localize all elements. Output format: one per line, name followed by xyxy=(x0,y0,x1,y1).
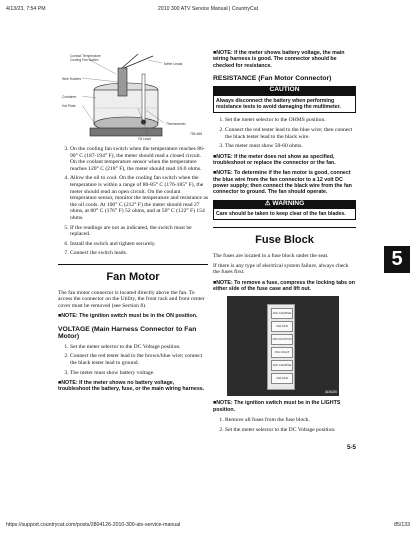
note-battery-voltage: ■NOTE: If the meter shows battery voltage, the main wiring harness is good. The connector should be checked for resistance. xyxy=(213,50,345,69)
print-url: https://support.countrycat.com/posts/2804126-2010-300-atv-service-manual xyxy=(6,522,181,528)
fuse-location-text: The fuses are located in a fuse block under the seat. xyxy=(213,253,329,260)
print-page-count: 85/133 xyxy=(394,522,410,528)
fuse-block-section-header xyxy=(213,227,356,247)
note-no-battery-voltage: ■NOTE: If the meter shows no battery voltage, troubleshoot the battery, fuse, or the main wiring harness. xyxy=(58,380,205,393)
note-ignition-lights: ■NOTE: The ignition switch must be in the LIGHTS position. xyxy=(213,400,341,413)
fuse-slot: 15A IGNITION xyxy=(271,334,293,345)
note-remove-fuse: ■NOTE: To remove a fuse, compress the locking tabs on either side of the fuse case and lift out. xyxy=(213,279,356,293)
list-item: 6. Install the switch and tighten securely. xyxy=(70,241,208,248)
fan-motor-intro: The fan motor connector is located directly above the fan. To access the connector on the Utility, the front rack and front center cover must be removed (see Section 8). xyxy=(58,289,205,309)
fan-switch-test-figure xyxy=(58,50,208,142)
list-item: 1. Remove all fuses from the fuse block. xyxy=(225,417,356,424)
voltage-steps xyxy=(58,344,208,376)
print-header xyxy=(6,6,410,14)
caution-text: Always disconnect the battery when performing resistance tests to avoid damaging the multimeter. xyxy=(213,95,356,113)
figure-label-oil: Oil Level xyxy=(138,137,151,141)
resistance-steps xyxy=(213,117,356,149)
list-item: 4. Allow the oil to cool. On the cooling fan switch when the temperature is within a range of 80-85° C (176-185° F), the meter should read an open circuit. On the coolant temperature sensor, monitor the temperature and resistance as the oil cools. At 100° C (212° F) the meter should read 27 ohms, at 80° C (176° F) 52 ohms, and at 50° C (122° F) 154 ohms. xyxy=(70,175,208,221)
section-title: Fan Motor xyxy=(106,270,160,283)
figure-label-contact: Contact Temperature xyxy=(70,54,101,58)
page-number: 5-5 xyxy=(347,444,356,452)
note-not-specified: ■NOTE: If the meter does not show as specified, troubleshoot or replace the connector or the fan. xyxy=(213,153,336,167)
figure-label-hotplate: Hot Plate xyxy=(62,104,76,108)
list-item: 7. Connect the switch leads. xyxy=(70,250,208,257)
list-item: 2. Connect the red tester lead to the brown/blue wire; connect the black tester lead to ground. xyxy=(70,353,208,366)
section-tab: 5 xyxy=(384,246,410,273)
fuse-slot: 15A FAN xyxy=(271,321,293,332)
note-ignition-on: ■NOTE: The ignition switch must be in the ON position. xyxy=(58,313,198,320)
list-item: 5. If the readings are not as indicated, the switch must be replaced. xyxy=(70,225,208,238)
fuse-slot: 15A CHARGE xyxy=(271,308,293,319)
resistance-subhead: RESISTANCE (Fan Motor Connector) xyxy=(213,74,332,82)
section-title: Fuse Block xyxy=(255,234,314,247)
fuse-block-photo xyxy=(227,296,339,396)
note-fan-good: ■NOTE: To determine if the fan motor is good, connect the blue wire from the fan connector to a 12 volt DC power supply; then connect the black wire from the fan connector to ground. The fan should operate. xyxy=(213,170,352,196)
figure-label-cooling: Cooling Fan Switch xyxy=(70,58,99,62)
figure-label-thermometer: Thermometer xyxy=(166,122,186,126)
warning-label: ⚠ WARNING xyxy=(213,200,356,209)
caution-label: CAUTION xyxy=(213,86,356,95)
list-item: 3. The meter must show battery voltage. xyxy=(70,370,208,377)
list-item: 3. The meter must show 50-60 ohms. xyxy=(225,143,356,150)
warning-text: Care should be taken to keep clear of the fan blades. xyxy=(213,208,356,220)
fuse-slot: 15A FAN xyxy=(271,373,293,384)
fuse-test-steps xyxy=(213,417,356,433)
right-column xyxy=(213,50,356,452)
test-setup-illustration xyxy=(58,50,208,142)
fan-switch-steps xyxy=(58,146,208,257)
list-item: 1. Set the meter selector to the DC Voltage position. xyxy=(70,344,208,351)
fan-motor-section-header xyxy=(58,264,208,281)
figure-label-container: Container xyxy=(62,95,77,99)
list-item: 3. On the cooling fan switch when the temperature reaches 86-90° C (187-194° F), the meter should read a closed circuit. On the coolant temperature sensor when the temperature reaches 120° C (218° F), the meter should read 16.0 ohms. xyxy=(70,146,208,172)
print-datetime: 4/13/23, 7:54 PM xyxy=(6,6,46,12)
list-item: 2. Connect the red tester lead to the blue wire; then connect the black tester lead to the black wire. xyxy=(225,127,356,140)
fuse-slot: 15A CHARGE xyxy=(271,360,293,371)
fuse-slot: 15A LIGHT xyxy=(271,347,293,358)
left-column xyxy=(58,50,208,397)
fuse-block xyxy=(267,304,295,390)
voltage-subhead: VOLTAGE (Main Harness Connector to Fan Motor) xyxy=(58,325,197,341)
print-footer xyxy=(6,522,410,530)
figure-label-wire: Wire Holders xyxy=(62,77,82,81)
list-item: 2. Set the meter selector to the DC Voltage position. xyxy=(225,427,356,434)
photo-code: AD6100 xyxy=(325,389,337,394)
fuse-check-text: If there is any type of electrical system failure, always check the fuses first. xyxy=(213,262,349,276)
list-item: 1. Set the meter selector to the OHMS position. xyxy=(225,117,356,124)
figure-label-meter: Meter Leads xyxy=(164,62,183,66)
figure-code: 759-468 xyxy=(190,132,203,136)
print-title: 2010 300 ATV Service Manual | CountryCat xyxy=(157,6,259,12)
